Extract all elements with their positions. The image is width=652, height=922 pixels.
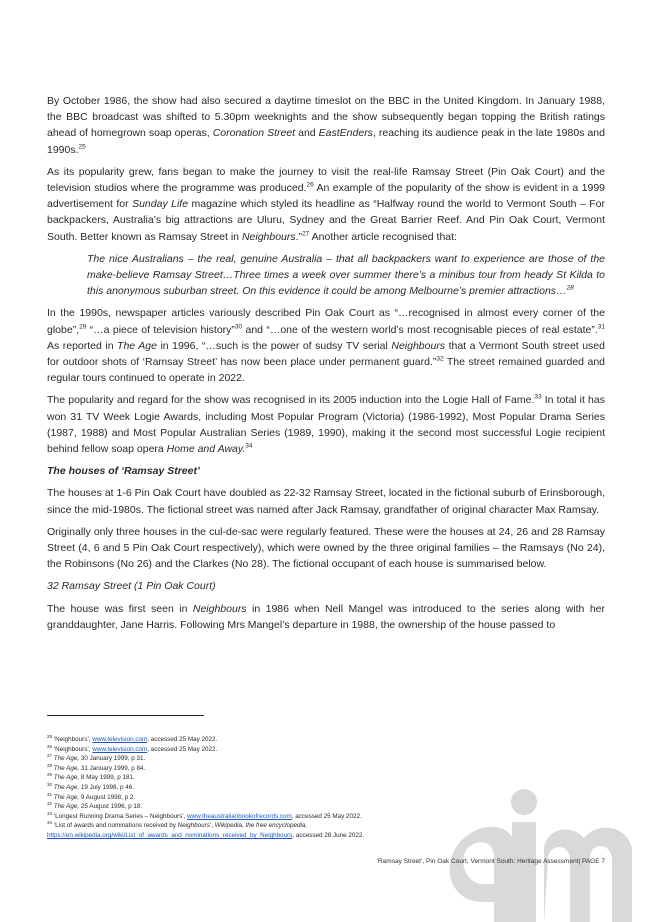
footnote-ref[interactable]: 33: [534, 393, 542, 401]
footnote-link[interactable]: https://en.wikipedia.org/wiki/List_of_awards_and_nominations_received_by_Neighbours: [47, 831, 293, 839]
footnote-29: $^{29}$ The Age, 8 May 1999, p 181.: [47, 772, 135, 782]
block-quote: The nice Australians – the real, genuine Australia – that all backpackers want to experience are those of the make-believe Ramsay Street…Three times a week over summer there’s a minibus tour from heady St Kilda to this anonymous suburban street. On this evidence it could be among Melbourne’s premier attractions…$^{28}$: [87, 252, 605, 298]
subsection-heading: 32 Ramsay Street (1 Pin Oak Court): [47, 580, 216, 593]
footnote-26: $^{26}$ ‘Neighbours’, www.television.com, accessed 25 May 2022.: [47, 743, 218, 753]
paragraph-bbc-timeslot: By October 1986, the show had also secured a daytime timeslot on the BBC in the United Kingdom. In January 1988, the BBC broadcast was shifted to 5.30pm weeknights and the show subsequently began topping the British ratings ahead of homegrown soap operas, Coronation Street and EastEnders, reaching its audience peak in the late 1980s and 1990s.$^{25}$: [47, 95, 605, 156]
footnote-ref[interactable]: 28: [566, 284, 574, 292]
footnote-30: $^{30}$ The Age, 19 July 1998, p 46.: [47, 781, 135, 791]
footnotes: [47, 735, 467, 841]
paragraph-popularity: As its popularity grew, fans began to make the journey to visit the real-life Ramsay Street (Pin Oak Court) and the television studios where the programme was produced.$^{26}$ An example of the popularity of the show is evident in a 1999 advertisement for Sunday Life magazine which styled its headline as “Halfway round the world to Vermont South – For backpackers, Australia’s big attractions are Uluru, Sydney and the Great Barrier Reef. And Pin Oak Court, Vermont South. Better known as Ramsay Street in Neighbours.”$^{27}$ Another article recognised that:: [47, 165, 605, 243]
paragraph-logie-awards: The popularity and regard for the show was recognised in its 2005 induction into the Logie Hall of Fame.$^{33}$ In total it has won 31 TV Week Logie Awards, including Most Popular Program (Victoria) (1986-1992), Most Popular Drama Series (1987, 1988) and Most Popular Australian Series (1989, 1990), making it the second most successful Logie recipient behind fellow soap opera Home and Away.$^{34}$: [47, 393, 605, 456]
paragraph-1990s-articles: In the 1990s, newspaper articles variously described Pin Oak Court as “…recognised in almost every corner of the globe”,$^{29}$ “…a piece of television history”$^{30}$ and “…one of the western world’s most recognisable pieces of real estate”.$^{31}$ As reported in The Age in 1996, “…such is the power of sudsy TV serial Neighbours that a Vermont South street used for outdoor shots of ‘Ramsay Street’ has now been place under permanent guard.”$^{32}$ The street remained guarded and regular tours continued to operate in 2022.: [47, 307, 606, 385]
paragraph-houses-intro: The houses at 1-6 Pin Oak Court have doubled as 22-32 Ramsay Street, located in the fictional suburb of Erinsborough, since the mid-1980s. The fictional street was named after Jack Ramsay, grandfather of original character Max Ramsay.: [47, 487, 605, 516]
paragraph-32-ramsay: The house was first seen in Neighbours in 1986 when Nell Mangel was introduced to the series along with her granddaughter, Jane Harris. Following Mrs Mangel’s departure in 1988, the ownership of the house passed to: [47, 602, 605, 631]
footnote-ref[interactable]: 26: [306, 181, 314, 189]
footnote-33: $^{33}$ ‘Longest Running Drama Series – Neighbours’, www.theaustralianbookofrecords.com, accessed 25 May 2022.: [47, 810, 362, 820]
footnote-ref[interactable]: 32: [436, 355, 444, 363]
footnote-32: $^{32}$ The Age, 25 August 1996, p 18.: [47, 801, 143, 811]
footnote-ref[interactable]: 29: [79, 323, 87, 331]
section-heading: The houses of ‘Ramsay Street’: [47, 465, 200, 478]
footnote-34: $^{34}$ ‘List of awards and nominations received by Neighbours’, Wikipedia, the free encyclopedia,: [47, 820, 308, 830]
footnote-34-continued: https://en.wikipedia.org/wiki/List_of_awards_and_nominations_received_by_Neighbours, accessed 28 June 2022.: [47, 831, 365, 839]
footnote-link[interactable]: www.television.com: [92, 736, 148, 743]
footnote-link[interactable]: www.television.com: [92, 745, 148, 753]
footnote-25: $^{25}$ ‘Neighbours’, www.television.com, accessed 25 May 2022.: [47, 733, 218, 743]
footnote-ref[interactable]: 34: [245, 442, 253, 450]
paragraph-original-houses: Originally only three houses in the cul-de-sac were regularly featured. These were the houses at 24, 26 and 28 Ramsay Street (4, 6 and 5 Pin Oak Court respectively), which were owned by the three original families – the Ramsays (No 24), the Robinsons (No 26) and the Clarkes (No 28). The fictional occupant of each house is summarised below.: [47, 525, 605, 571]
footnote-27: $^{27}$ The Age, 30 January 1999, p 31.: [47, 753, 146, 763]
footnote-ref[interactable]: 31: [597, 323, 605, 331]
footnote-31: $^{31}$ The Age, 9 August 1998, p 2.: [47, 791, 136, 801]
footnote-ref[interactable]: 25: [78, 143, 86, 151]
footnote-ref[interactable]: 30: [234, 323, 243, 331]
footnote-divider: [47, 715, 204, 716]
footnote-ref[interactable]: 27: [302, 230, 310, 238]
footnote-28: $^{28}$ The Age, 31 January 1999, p 84.: [47, 762, 146, 772]
footnote-link[interactable]: www.theaustralianbookofrecords.com: [187, 812, 292, 820]
main-content: [47, 93, 605, 639]
page-footer: ‘Ramsay Street’, Pin Oak Court, Vermont South: Heritage Assessment| PAGE 7: [376, 858, 605, 865]
